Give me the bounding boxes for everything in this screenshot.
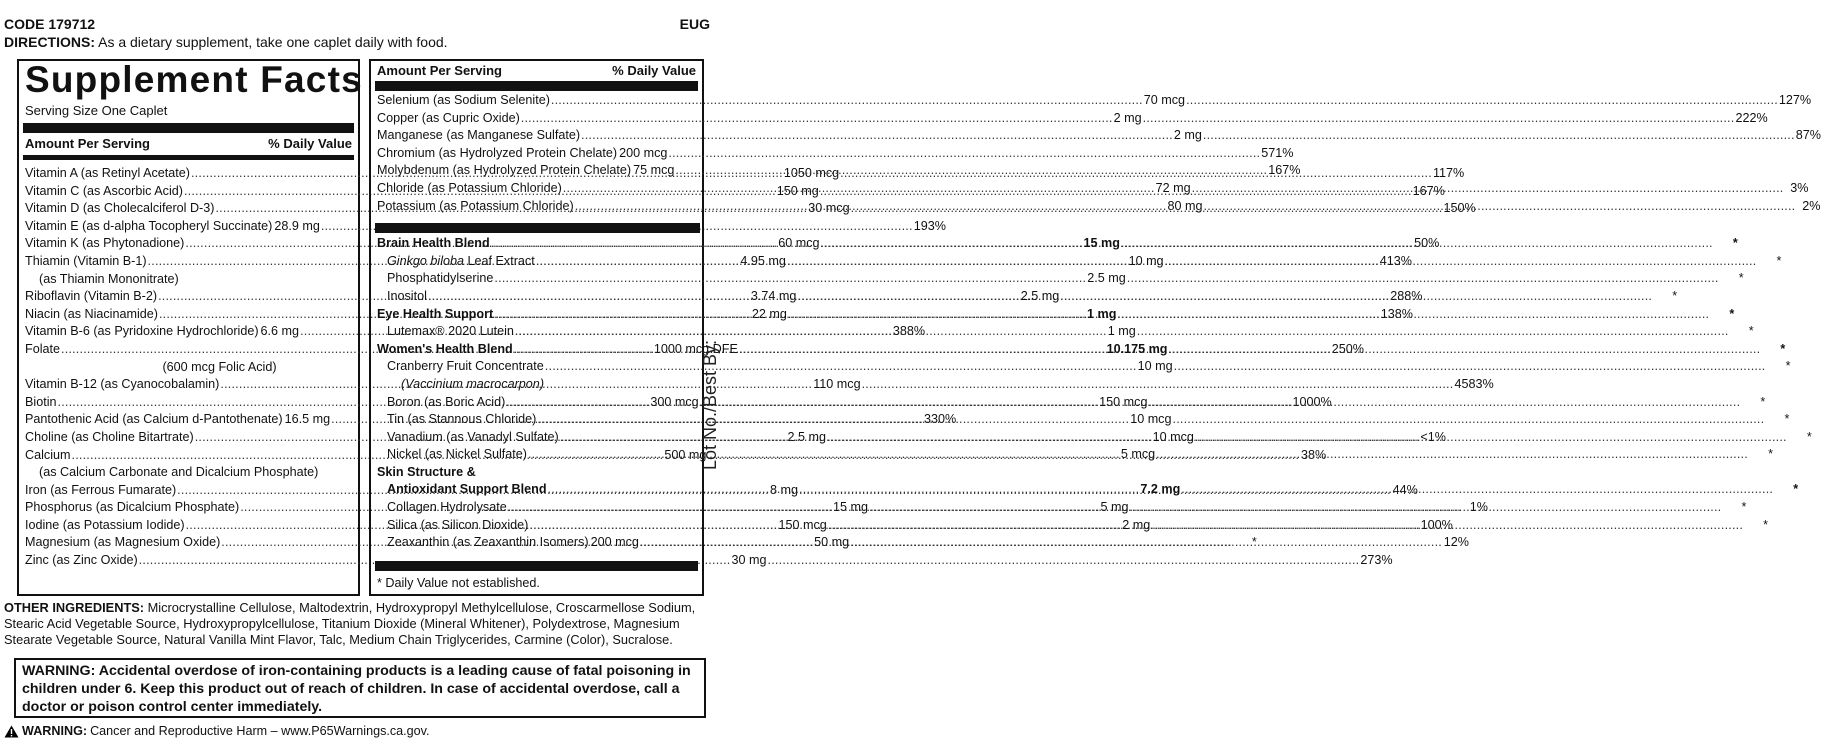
dot-leader xyxy=(1168,341,1760,359)
nutrient-name: Choline (as Choline Bitartrate) xyxy=(25,429,194,444)
nutrient-row xyxy=(377,92,1812,110)
nutrient-dv: 1% xyxy=(1469,500,1488,515)
dot-leader xyxy=(768,552,1360,570)
divider-thick xyxy=(375,561,698,571)
nutrient-name: Chloride (as Potassium Chloride) xyxy=(377,180,562,195)
nutrient-row xyxy=(377,358,1791,376)
dot-leader xyxy=(640,534,1232,552)
nutrient-name: Vitamin K (as Phytonadione) xyxy=(25,236,185,251)
nutrient-sub: (as Calcium Carbonate and Dicalcium Phosphate) xyxy=(39,465,319,480)
dot-leader xyxy=(1192,180,1784,198)
nutrient-amount: 2.5 mg xyxy=(787,429,827,444)
nutrient-dv: 117% xyxy=(1432,166,1465,180)
prop65-warning xyxy=(4,724,430,738)
nutrient-name: Riboflavin (Vitamin B-2) xyxy=(25,289,158,304)
nutrient-dv: * xyxy=(1738,271,1744,286)
nutrient-amount: 200 mcg xyxy=(619,145,668,160)
nutrient-amount: 1050 mcg xyxy=(783,166,840,180)
dot-leader xyxy=(1137,323,1729,341)
iron-warning-box xyxy=(14,658,706,718)
nutrient-dv: 2% xyxy=(1802,198,1821,213)
nutrient-dv: 38% xyxy=(1300,447,1327,462)
nutrient-dv: * xyxy=(1732,236,1738,251)
column-header xyxy=(377,63,696,78)
column-header xyxy=(25,136,352,151)
nutrient-amount: 1000 mcg DFE xyxy=(653,341,738,356)
nutrient-dv: <1% xyxy=(1420,429,1446,444)
nutrient-amount: 10 mg xyxy=(1128,253,1164,268)
prop65-text: Cancer and Reproductive Harm – www.P65Warnings.ca.gov. xyxy=(90,724,430,738)
nutrient-row xyxy=(377,270,1744,288)
warning-triangle-icon xyxy=(4,725,19,738)
nutrient-name: Biotin xyxy=(25,394,57,409)
nutrient-amount: 30 mg xyxy=(731,553,767,568)
nutrient-dv: * xyxy=(1763,517,1769,532)
nutrient-amount: 5 mg xyxy=(1100,500,1129,515)
nutrient-dv: 167% xyxy=(1412,183,1445,198)
nutrient-dv: 330% xyxy=(923,412,957,427)
divider-thick xyxy=(375,223,700,233)
col-amount: Amount Per Serving xyxy=(377,63,502,78)
nutrient-dv: * xyxy=(1776,253,1782,268)
nutrient-amount: 30 mcg xyxy=(808,201,850,216)
nutrient-amount: 72 mg xyxy=(1155,180,1191,195)
dot-leader xyxy=(494,306,1086,324)
nutrient-amount: 15 mg xyxy=(833,500,869,515)
nutrient-name: Iron (as Ferrous Fumarate) xyxy=(25,482,177,497)
iron-warning-text: WARNING: Accidental overdose of iron-containing products is a leading cause of fatal poisoning in children under 6. Keep this product out of reach of children. In case of accidental overdose, call a doctor or poison control center immediately. xyxy=(22,663,691,715)
dot-leader xyxy=(1130,499,1722,517)
dot-leader xyxy=(494,270,1086,288)
nutrient-name: Vitamin A (as Retinyl Acetate) xyxy=(25,166,190,180)
nutrient-amount: 150 mg xyxy=(776,183,819,198)
nutrient-name: Pantothenic Acid (as Calcium d-Pantothenate) xyxy=(25,412,283,427)
nutrient-amount: 4.95 mg xyxy=(740,253,786,268)
nutrient-dv: 4583% xyxy=(1454,377,1494,392)
dot-leader xyxy=(581,127,1173,145)
dot-leader xyxy=(508,499,1100,517)
nutrient-name: Vitamin C (as Ascorbic Acid) xyxy=(25,183,183,198)
nutrient-name: Zinc (as Zinc Oxide) xyxy=(25,553,138,568)
nutrient-dv: 127% xyxy=(1778,93,1812,107)
nutrient-amount: 15 mg xyxy=(1083,236,1120,251)
dot-leader xyxy=(428,288,1020,306)
nutrient-dv: 150% xyxy=(1443,201,1476,216)
nutrient-dv: 250% xyxy=(1331,341,1364,356)
nutrient-name: Thiamin (Vitamin B-1) xyxy=(25,253,147,268)
nutrient-amount: 10 mcg xyxy=(1130,412,1172,427)
dot-leader xyxy=(1195,429,1787,447)
nutrient-name: Selenium (as Sodium Selenite) xyxy=(377,93,550,107)
nutrient-dv: 273% xyxy=(1360,553,1393,568)
nutrient-name xyxy=(387,253,535,271)
nutrient-amount: 2 mg xyxy=(1122,517,1151,532)
directions-label: DIRECTIONS: xyxy=(4,34,95,50)
dot-leader xyxy=(1151,517,1743,535)
nutrient-name: Vitamin D (as Cholecalciferol D-3) xyxy=(25,201,215,216)
nutrient-amount: 2 mg xyxy=(1173,128,1202,143)
dot-leader xyxy=(1204,198,1796,216)
nutrient-dv: 12% xyxy=(1443,535,1469,550)
nutrient-dv: * xyxy=(1780,341,1786,356)
nutrient-amount: 75 mcg xyxy=(633,163,675,178)
nutrient-name: Phosphorus (as Dicalcium Phosphate) xyxy=(25,500,240,515)
eug-code: EUG xyxy=(679,16,710,32)
nutrient-dv: * xyxy=(1741,500,1747,515)
nutrient-name: Vitamin B-6 (as Pyridoxine Hydrochloride) xyxy=(25,324,259,339)
nutrient-amount: 22 mg xyxy=(751,306,787,321)
nutrient-row xyxy=(377,110,1768,128)
nutrient-dv: 571% xyxy=(1261,145,1294,160)
dot-leader xyxy=(1156,446,1748,464)
dot-leader xyxy=(1060,288,1652,306)
col-dv: % Daily Value xyxy=(612,63,696,78)
dot-leader xyxy=(560,429,1152,447)
nutrient-dv: * xyxy=(1760,394,1766,409)
nutrient-name: Folate xyxy=(25,341,61,356)
nutrient-dv: 222% xyxy=(1735,110,1768,125)
nutrient-name: Magnesium (as Magnesium Oxide) xyxy=(25,535,221,550)
nutrient-dv: 167% xyxy=(1268,163,1301,178)
divider-medium xyxy=(23,155,354,160)
col-dv: % Daily Value xyxy=(268,136,352,151)
nutrient-amount: 5 mcg xyxy=(1120,447,1156,462)
dot-leader xyxy=(1127,270,1719,288)
serving-size: Serving Size One Caplet xyxy=(25,103,168,118)
nutrient-amount: 10 mcg xyxy=(1152,429,1194,444)
nutrient-dv: * xyxy=(1748,324,1754,339)
nutrient-name: Women's Health Blend xyxy=(377,341,513,356)
nutrient-amount: 28.9 mg xyxy=(274,218,320,233)
nutrient-amount: 500 mg xyxy=(664,447,707,462)
nutrient-dv: * xyxy=(1251,535,1257,550)
nutrient-name: Nickel (as Nickel Sulfate) xyxy=(387,447,527,462)
dot-leader xyxy=(515,323,1107,341)
product-code: CODE 179712 xyxy=(4,16,96,32)
dot-leader xyxy=(1143,110,1735,128)
nutrient-name: Molybdenum (as Hydrolyzed Protein Chelate) xyxy=(377,163,632,178)
nutrient-name: Collagen Hydrolysate xyxy=(387,500,507,515)
nutrient-name: Phosphatidylserine xyxy=(387,271,494,286)
nutrient-dv: 288% xyxy=(1390,289,1423,304)
lot-number-label: Lot No./Best By: xyxy=(700,339,720,470)
nutrient-name: Eye Health Support xyxy=(377,306,494,321)
nutrient-amount: 50 mg xyxy=(814,535,850,550)
nutrient-row xyxy=(25,552,1393,570)
nutrient-name: Vitamin E (as d-alpha Tocopheryl Succinate) xyxy=(25,218,273,233)
nutrient-name: Inositol xyxy=(387,288,427,303)
nutrient-sub: (600 mcg Folic Acid) xyxy=(162,359,277,374)
dot-leader xyxy=(545,358,1137,376)
nutrient-amount: 1 mg xyxy=(1107,324,1136,339)
dot-leader xyxy=(491,235,1083,253)
nutrient-dv: * xyxy=(1793,482,1799,497)
nutrient-dv: 1000% xyxy=(1292,394,1332,409)
blend-title-line: Skin Structure & xyxy=(377,464,476,479)
dot-leader xyxy=(668,145,1260,163)
nutrient-amount: 2.5 mg xyxy=(1020,288,1060,303)
nutrient-name: Copper (as Cupric Oxide) xyxy=(377,110,520,125)
dot-leader xyxy=(1117,306,1709,324)
spacer xyxy=(377,215,698,223)
nutrient-dv: * xyxy=(1784,412,1790,427)
nutrient-amount: 200 mcg xyxy=(590,535,639,550)
dot-leader xyxy=(536,253,1128,271)
nutrient-name: Calcium xyxy=(25,447,71,462)
nutrient-name: Potassium (as Potassium Chloride) xyxy=(377,198,574,213)
nutrient-amount: 10.175 mg xyxy=(1106,341,1168,356)
nutrient-dv: 138% xyxy=(1380,306,1413,321)
dot-leader xyxy=(551,92,1143,110)
dot-leader xyxy=(1174,358,1766,376)
dot-leader xyxy=(1121,235,1713,253)
nutrient-name: Lutemax® 2020 Lutein xyxy=(387,324,514,339)
nutrient-amount: 300 mcg xyxy=(650,394,699,409)
other-label: OTHER INGREDIENTS: xyxy=(4,600,145,615)
nutrient-name: Brain Health Blend xyxy=(377,236,490,251)
nutrient-name: Manganese (as Manganese Sulfate) xyxy=(377,128,581,143)
nutrient-dv: * xyxy=(1785,359,1791,374)
dot-leader xyxy=(563,180,1155,198)
nutrient-amount: 2 mg xyxy=(1113,110,1142,125)
dot-leader xyxy=(529,517,1121,535)
dot-leader xyxy=(1173,411,1765,429)
nutrient-amount: 6.6 mg xyxy=(260,324,300,339)
dot-leader xyxy=(575,198,1167,216)
dot-leader xyxy=(548,481,1140,499)
dot-leader xyxy=(537,411,1129,429)
nutrient-row xyxy=(377,145,1294,163)
nutrient-amount: 8 mg xyxy=(770,482,799,497)
dot-leader xyxy=(1165,253,1757,271)
prop65-label: WARNING: xyxy=(22,724,88,738)
dot-leader xyxy=(1186,92,1778,110)
nutrient-amount: 16.5 mg xyxy=(284,412,331,427)
nutrient-name: Vitamin B-12 (as Cyanocobalamin) xyxy=(25,377,220,392)
nutrient-row xyxy=(377,127,1821,145)
panel-title: Supplement Facts xyxy=(25,59,363,100)
nutrient-name: Antioxidant Support Blend xyxy=(387,482,547,497)
nutrient-dv: 50% xyxy=(1414,236,1440,251)
nutrient-amount: 150 mcg xyxy=(1099,394,1148,409)
nutrient-amount: 7.2 mg xyxy=(1140,482,1181,497)
nutrient-amount: 2.5 mg xyxy=(1087,271,1126,286)
nutrient-name: Niacin (as Niacinamide) xyxy=(25,306,158,321)
nutrient-name-italic: Ginkgo biloba xyxy=(387,253,465,268)
nutrient-name: Tin (as Stannous Chloride) xyxy=(387,412,537,427)
other-ingredients xyxy=(4,600,720,648)
other-text: Microcrystalline Cellulose, Maltodextrin, Hydroxypropyl Methylcellulose, Croscarmellose Sodium, Stearic Acid Vegetable Source, Hydroxypropylcellulose, Titanium Dioxide (Mineral Whitener), Polydextrose, Magnesium Stearate Vegetable Source, Natural Vanilla Mint Flavor, Talc, Medium Chain Triglycerides, Carmine (Color), Sucralose. xyxy=(4,600,696,647)
nutrient-dv: * xyxy=(1768,447,1773,462)
nutrient-dv: 3% xyxy=(1790,180,1809,195)
nutrient-amount: 80 mg xyxy=(1167,198,1203,213)
nutrient-amount: 10 mg xyxy=(1137,359,1173,374)
nutrient-sub: (as Thiamin Mononitrate) xyxy=(39,271,179,286)
nutrient-amount: 60 mcg xyxy=(778,236,820,251)
nutrient-name: Iodine (as Potassium Iodide) xyxy=(25,517,185,532)
directions xyxy=(4,34,448,50)
nutrient-dv: 388% xyxy=(892,324,926,339)
dot-leader xyxy=(675,162,1267,180)
nutrient-amount: 3.74 mg xyxy=(750,289,797,304)
nutrient-sub: (Vaccinium macrocarpon) xyxy=(401,376,545,391)
nutrient-name: Boron (as Boric Acid) xyxy=(387,394,506,409)
nutrient-amount: 70 mcg xyxy=(1143,93,1186,107)
nutrient-dv: * xyxy=(1806,429,1812,444)
nutrient-name: Vanadium (as Vanadyl Sulfate) xyxy=(387,429,559,444)
nutrient-dv: 87% xyxy=(1795,128,1821,143)
nutrient-row xyxy=(25,218,946,236)
nutrient-name-rest: Leaf Extract xyxy=(464,253,535,268)
dot-leader xyxy=(1181,481,1773,499)
dot-leader xyxy=(862,376,1454,394)
nutrient-name: Chromium (as Hydrolyzed Protein Chelate) xyxy=(377,145,618,160)
divider-thick xyxy=(23,123,354,133)
nutrient-name: Silica (as Silicon Dioxide) xyxy=(387,517,529,532)
dot-leader xyxy=(528,446,1120,464)
col-amount: Amount Per Serving xyxy=(25,136,150,151)
dot-leader xyxy=(1203,127,1795,145)
nutrient-dv: 413% xyxy=(1379,253,1412,268)
dot-leader xyxy=(1148,394,1740,412)
nutrient-dv: 193% xyxy=(913,218,946,233)
nutrient-amount: 110 mcg xyxy=(813,377,861,392)
nutrient-amount: 1 mg xyxy=(1087,306,1117,321)
nutrient-dv: 44% xyxy=(1392,482,1418,497)
nutrient-name: Zeaxanthin (as Zeaxanthin Isomers) xyxy=(387,535,589,550)
dot-leader xyxy=(514,341,1106,359)
footnote: * Daily Value not established. xyxy=(377,576,540,590)
nutrient-dv: 100% xyxy=(1420,517,1453,532)
nutrient-dv: * xyxy=(1672,288,1678,303)
dot-leader xyxy=(506,394,1098,412)
nutrient-name: Cranberry Fruit Concentrate xyxy=(387,359,544,374)
divider-thick xyxy=(375,81,698,91)
nutrient-dv: * xyxy=(1729,306,1735,321)
nutrient-amount: 150 mcg xyxy=(778,517,827,532)
directions-text: As a dietary supplement, take one caplet daily with food. xyxy=(95,34,448,50)
dot-leader xyxy=(521,110,1113,128)
